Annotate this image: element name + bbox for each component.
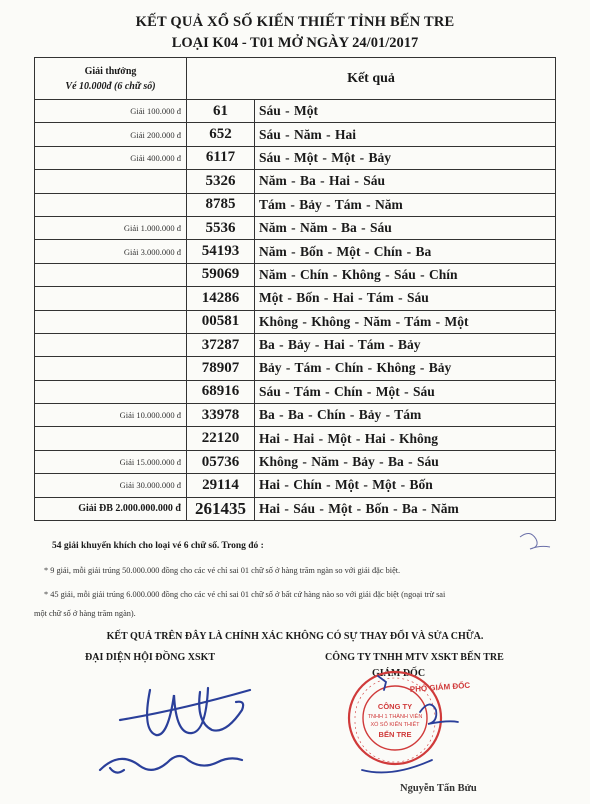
words-cell: Không - Không - Năm - Tám - Một <box>255 310 556 333</box>
number-cell: 59069 <box>187 263 255 286</box>
right-company-name: CÔNG TY TNHH MTV XSKT BẾN TRE <box>325 652 504 663</box>
right-signatory-name: Nguyễn Tấn Bửu <box>400 783 477 794</box>
header-prize-sub: Vé 10.000đ (6 chữ số) <box>65 80 156 92</box>
prize-cell: Giải 200.000 đ <box>35 123 187 146</box>
words-cell: Một - Bốn - Hai - Tám - Sáu <box>255 287 556 310</box>
number-cell: 22120 <box>187 427 255 450</box>
words-cell: Bảy - Tám - Chín - Không - Bảy <box>255 357 556 380</box>
document-title: KẾT QUẢ XỔ SỐ KIẾN THIẾT TỈNH BẾN TRE <box>135 14 455 30</box>
prize-cell: Giải 1.000.000 đ <box>35 216 187 239</box>
number-cell: 652 <box>187 123 255 146</box>
stamp-line-1: CÔNG TY <box>377 702 413 711</box>
words-cell: Ba - Ba - Chín - Bảy - Tám <box>255 404 556 427</box>
number-cell: 37287 <box>187 333 255 356</box>
prize-cell: Giải 30.000.000 đ <box>35 474 187 497</box>
prize-cell: Giải 400.000 đ <box>35 146 187 169</box>
stamp-line-2: TNHH 1 THÀNH VIÊN <box>367 714 423 720</box>
number-cell: 5326 <box>187 170 255 193</box>
words-cell: Sáu - Năm - Hai <box>255 123 556 146</box>
prize-cell: Giải 15.000.000 đ <box>35 450 187 473</box>
number-cell: 33978 <box>187 404 255 427</box>
header-result-label: Kết quả <box>187 58 556 100</box>
header-prize-label: Giải thưởng <box>84 65 137 77</box>
number-cell: 54193 <box>187 240 255 263</box>
company-stamp <box>349 672 471 764</box>
number-cell: 29114 <box>187 474 255 497</box>
number-cell: 05736 <box>187 450 255 473</box>
words-cell: Năm - Ba - Hai - Sáu <box>255 170 556 193</box>
number-cell: 14286 <box>187 287 255 310</box>
stamp-side-text: PHÓ GIÁM ĐỐC <box>409 680 471 694</box>
left-signatory-title: ĐẠI DIỆN HỘI ĐỒNG XSKT <box>85 652 216 663</box>
prize-cell: Giải 100.000 đ <box>35 100 187 123</box>
number-cell: 68916 <box>187 380 255 403</box>
words-cell: Năm - Năm - Ba - Sáu <box>255 216 556 239</box>
words-cell: Hai - Sáu - Một - Bốn - Ba - Năm <box>255 497 556 520</box>
stamp-line-3: XỔ SỐ KIẾN THIẾT <box>370 722 420 728</box>
prize-cell: Giải 3.000.000 đ <box>35 240 187 263</box>
words-cell: Sáu - Tám - Chín - Một - Sáu <box>255 380 556 403</box>
words-cell: Sáu - Một - Một - Bảy <box>255 146 556 169</box>
left-signature <box>100 688 250 773</box>
number-cell: 5536 <box>187 216 255 239</box>
note-line-1: * 9 giải, mỗi giải trúng 50.000.000 đồng cho các vé chỉ sai 01 chữ số ở hàng trăm ngàn so với giải đặc biệt. <box>44 566 401 575</box>
number-cell: 61 <box>187 100 255 123</box>
words-cell: Tám - Bảy - Tám - Năm <box>255 193 556 216</box>
words-cell: Hai - Hai - Một - Hai - Không <box>255 427 556 450</box>
words-cell: Sáu - Một <box>255 100 556 123</box>
document-subtitle: LOẠI K04 - T01 MỞ NGÀY 24/01/2017 <box>171 35 419 51</box>
note-line-2: * 45 giải, mỗi giải trúng 6.000.000 đồng cho các vé chỉ sai 01 chữ số ở bất cứ hàng nào so với giải đặc biệt (ngoại trừ sai <box>44 590 446 599</box>
initials-mark <box>520 533 550 549</box>
words-cell: Ba - Bảy - Hai - Tám - Bảy <box>255 333 556 356</box>
confirmation-statement: KẾT QUẢ TRÊN ĐÂY LÀ CHÍNH XÁC KHÔNG CÓ SỰ THAY ĐỔI VÀ SỬA CHỮA. <box>106 631 484 642</box>
number-cell: 8785 <box>187 193 255 216</box>
words-cell: Không - Năm - Bảy - Ba - Sáu <box>255 450 556 473</box>
stamp-line-4: BẾN TRE <box>378 730 412 739</box>
number-cell: 6117 <box>187 146 255 169</box>
prize-cell: Giải 10.000.000 đ <box>35 404 187 427</box>
number-cell: 78907 <box>187 357 255 380</box>
words-cell: Năm - Bốn - Một - Chín - Ba <box>255 240 556 263</box>
words-cell: Năm - Chín - Không - Sáu - Chín <box>255 263 556 286</box>
number-cell: 00581 <box>187 310 255 333</box>
notes-heading: 54 giải khuyến khích cho loại vé 6 chữ số. Trong đó : <box>52 541 264 551</box>
right-signatory-title: GIÁM ĐỐC <box>372 668 426 679</box>
number-cell: 261435 <box>187 497 255 520</box>
note-line-3: một chữ số ở hàng trăm ngàn). <box>34 609 136 618</box>
words-cell: Hai - Chín - Một - Một - Bốn <box>255 474 556 497</box>
prize-cell: Giải ĐB 2.000.000.000 đ <box>35 497 187 520</box>
